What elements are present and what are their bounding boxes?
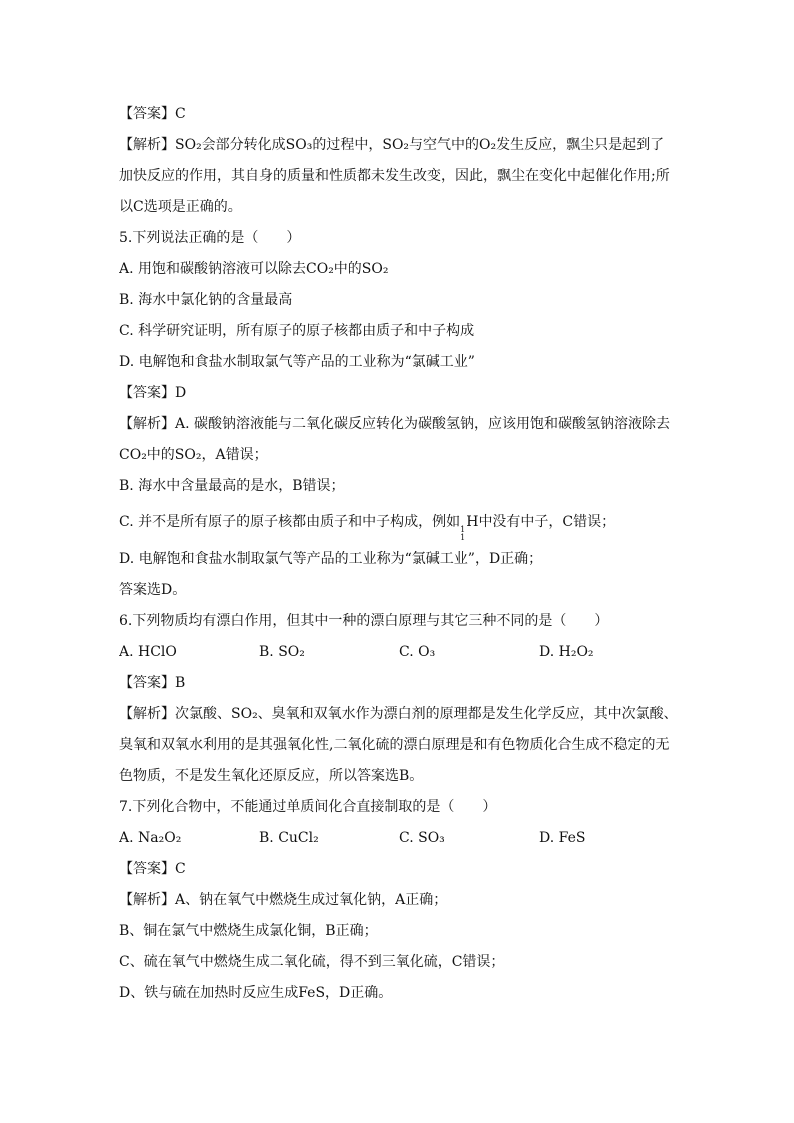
q7-option-a: A. Na₂O₂ [119, 830, 182, 846]
q6-option-b: B. SO₂ [259, 644, 305, 660]
q4-analysis-line-3: 以C选项是正确的。 [119, 199, 242, 215]
q7-option-d: D. FeS [539, 830, 586, 846]
q6-answer: 【答案】B [119, 675, 186, 691]
nuclide-atomic-number: 1 [460, 533, 466, 542]
q7-analysis-line-2: B、铜在氯气中燃烧生成氯化铜，B正确； [119, 923, 378, 939]
q4-answer: 【答案】C [119, 106, 186, 122]
q5-option-a: A. 用饱和碳酸钠溶液可以除去CO₂中的SO₂ [119, 261, 389, 277]
q6-stem: 6.下列物质均有漂白作用，但其中一种的漂白原理与其它三种不同的是（ ） [119, 613, 609, 629]
q6-option-a: A. HClO [119, 644, 177, 660]
q5-analysis-line-4-post: 中没有中子，C错误； [478, 514, 616, 530]
nuclide-notation [460, 526, 465, 542]
q5-stem: 5.下列说法正确的是（ ） [119, 230, 301, 246]
q7-options [119, 828, 679, 848]
q6-analysis-line-1: 【解析】次氯酸、SO₂、臭氧和双氧水作为漂白剂的原理都是发生化学反应，其中次氯酸、 [119, 706, 678, 722]
q7-analysis-line-4: D、铁与硫在加热时反应生成FeS，D正确。 [119, 985, 393, 1001]
q7-option-c: C. SO₃ [399, 830, 445, 846]
q5-option-c: C. 科学研究证明，所有原子的原子核都由质子和中子构成 [119, 323, 475, 339]
q6-analysis-line-2: 臭氧和双氧水利用的是其强氧化性,二氧化硫的漂白原理是和有色物质化合生成不稳定的无 [119, 737, 670, 753]
q5-option-b: B. 海水中氯化钠的含量最高 [119, 292, 293, 308]
q5-analysis-line-3: B. 海水中含量最高的是水，B错误； [119, 478, 345, 494]
q5-analysis-line-5: D. 电解饱和食盐水制取氯气等产品的工业称为“氯碱工业”，D正确； [119, 551, 543, 567]
q7-answer: 【答案】C [119, 861, 186, 877]
q5-analysis-line-4-pre: C. 并不是所有原子的原子核都由质子和中子构成，例如 [119, 514, 461, 530]
nuclide-mass-number: 1 [460, 525, 466, 534]
q5-answer: 【答案】D [119, 385, 187, 401]
q6-options [119, 642, 679, 662]
q7-analysis-line-3: C、硫在氧气中燃烧生成二氧化硫，得不到三氧化硫，C错误； [119, 954, 505, 970]
q7-option-b: B. CuCl₂ [259, 830, 319, 846]
q5-analysis-line-2: CO₂中的SO₂，A错误； [119, 447, 268, 463]
q4-analysis-line-1: 【解析】SO₂会部分转化成SO₃的过程中，SO₂与空气中的O₂发生反应，飘尘只是起到了 [119, 137, 665, 153]
q5-option-d: D. 电解饱和食盐水制取氯气等产品的工业称为“氯碱工业” [119, 354, 475, 370]
q6-analysis-line-3: 色物质，不是发生氧化还原反应，所以答案选B。 [119, 768, 424, 784]
q5-conclusion: 答案选D。 [119, 582, 187, 598]
q6-option-d: D. H₂O₂ [539, 644, 594, 660]
q5-analysis-line-1: 【解析】A. 碳酸钠溶液能与二氧化碳反应转化为碳酸氢钠，应该用饱和碳酸氢钠溶液除去 [119, 416, 671, 432]
q7-analysis-line-1: 【解析】A、钠在氧气中燃烧生成过氧化钠，A正确； [119, 892, 448, 908]
nuclide-symbol: H [466, 514, 479, 530]
q5-analysis-line-4 [119, 512, 679, 542]
q6-option-c: C. O₃ [399, 644, 436, 660]
q4-analysis-line-2: 加快反应的作用，其自身的质量和性质都未发生改变，因此，飘尘在变化中起催化作用;所 [119, 168, 670, 184]
q7-stem: 7.下列化合物中，不能通过单质间化合直接制取的是（ ） [119, 799, 497, 815]
